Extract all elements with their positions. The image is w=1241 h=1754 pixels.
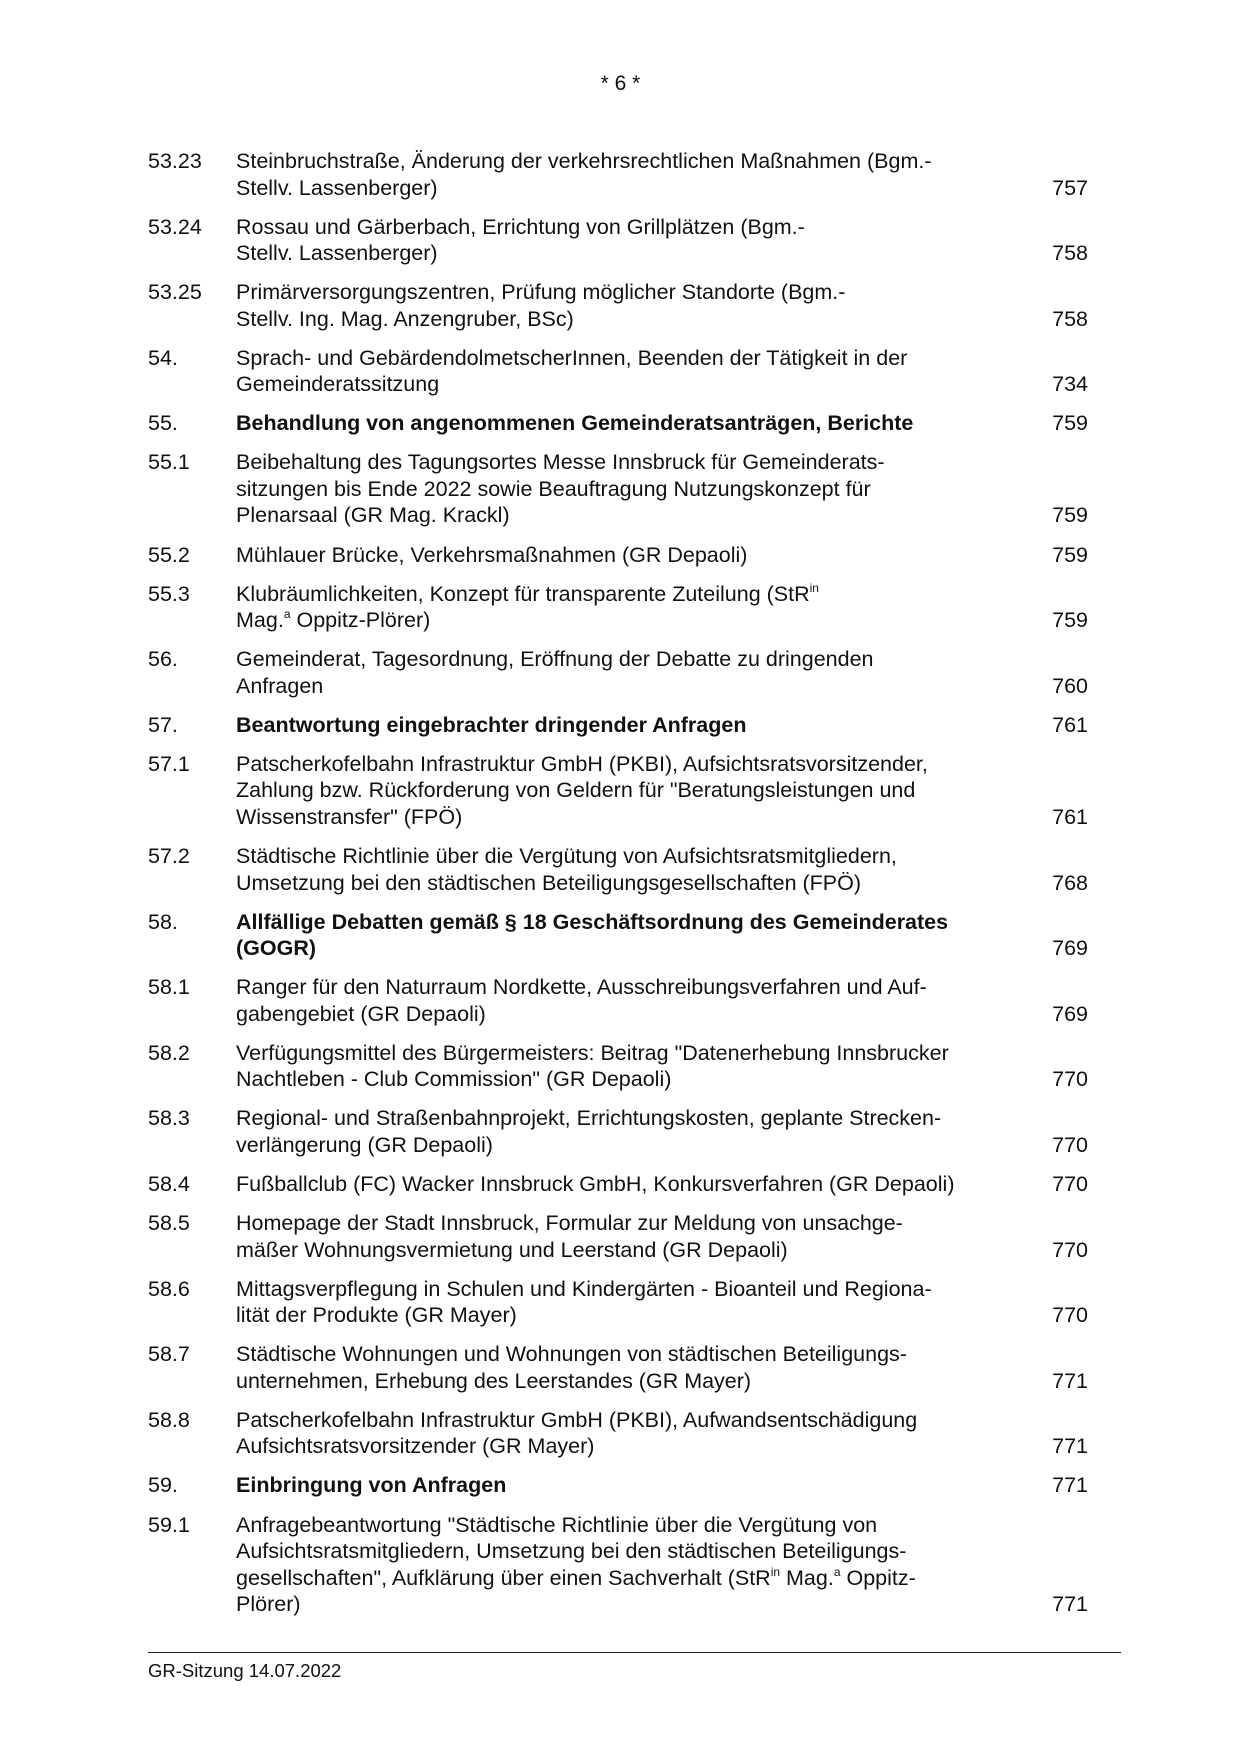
toc-entry [148,1040,1098,1093]
entry-title: Städtische Richtlinie über die Vergütung von Aufsichtsratsmitgliedern, Umsetzung bei den städtischen Beteiligungsgesellschaften (FPÖ) [236,844,897,895]
page-number: * 6 * [600,72,641,95]
entry-page: 771 [1052,1368,1088,1393]
entry-number: 58.1 [148,975,190,1000]
toc-entry [148,214,1098,267]
entry-title: Patscherkofelbahn Infrastruktur GmbH (PKBI), Aufsichtsratsvorsitzender, Zahlung bzw. Rückforderung von Geldern für "Beratungsleistungen und Wissenstransfer" (FPÖ) [236,751,928,829]
entry-page: 768 [1052,870,1088,895]
entry-page: 770 [1052,1303,1088,1328]
toc-section-heading [148,909,1098,962]
entry-number: 58. [148,909,178,934]
entry-number: 58.7 [148,1342,190,1367]
entry-number: 53.25 [148,280,202,305]
toc-entry [148,1276,1098,1329]
entry-page: 770 [1052,1172,1088,1196]
toc-entry [148,646,1098,699]
entry-title: Steinbruchstraße, Änderung der verkehrsrechtlichen Maßnahmen (Bgm.- Stellv. Lassenberger) [236,149,932,200]
entry-title: Städtische Wohnungen und Wohnungen von städtischen Beteiligungs- unternehmen, Erhebung des Leerstandes (GR Mayer) [236,1342,907,1393]
entry-title: Einbringung von Anfragen [236,1473,507,1498]
toc-entry [148,279,1098,332]
entry-number: 54. [148,345,178,370]
superscript: a [283,607,291,622]
entry-title: Sprach- und GebärdendolmetscherInnen, Beenden der Tätigkeit in der Gemeinderatssitzung [236,345,908,397]
toc-entry [148,542,1098,569]
toc-section-heading [148,1472,1098,1499]
toc-entry [148,1210,1098,1263]
toc-entry [148,1341,1098,1394]
entry-number: 58.5 [148,1211,190,1236]
entry-title: Anfragebeantwortung "Städtische Richtlinie über die Vergütung von Aufsichtsratsmitgliedern, Umsetzung bei den städtischen Beteiligungs- gesellschaften", Aufklärung über einen Sachverhalt (StR$^{in}$ Mag.$^a$ Oppitz- Plörer) [236,1512,916,1617]
entry-page: 771 [1052,1434,1088,1459]
entry-number: 57.2 [148,844,190,869]
entry-title: Gemeinderat, Tagesordnung, Eröffnung der Debatte zu dringenden Anfragen [236,647,874,698]
superscript: in [809,580,819,595]
entry-title: Patscherkofelbahn Infrastruktur GmbH (PKBI), Aufwandsentschädigung Aufsichtsratsvorsitzender (GR Mayer) [236,1407,918,1459]
entry-page: 770 [1052,1067,1088,1092]
entry-number: 59. [148,1473,178,1498]
entry-title: Regional- und Straßenbahnprojekt, Errichtungskosten, geplante Strecken- verlängerung (GR Depaoli) [236,1106,942,1157]
toc-entry [148,1171,1098,1198]
entry-number: 53.23 [148,149,202,173]
entry-page: 771 [1052,1473,1088,1498]
toc-entry [148,148,1098,201]
toc-entry [148,449,1098,529]
footer-text: GR-Sitzung 14.07.2022 [148,1660,342,1681]
entry-title: Beantwortung eingebrachter dringender Anfragen [236,712,747,737]
entry-page: 758 [1052,241,1088,266]
entry-page: 761 [1052,712,1088,737]
entry-number: 58.2 [148,1040,190,1065]
entry-page: 769 [1052,936,1088,961]
entry-page: 734 [1052,372,1088,397]
entry-number: 55.2 [148,542,190,567]
entry-number: 59.1 [148,1512,190,1537]
table-of-contents [148,148,1098,1630]
toc-entry [148,843,1098,896]
entry-page: 771 [1052,1592,1088,1617]
toc-entry [148,1105,1098,1158]
entry-page: 759 [1052,542,1088,567]
entry-number: 53.24 [148,214,202,239]
entry-title: Homepage der Stadt Innsbruck, Formular zur Meldung von unsachge- mäßer Wohnungsvermietung und Leerstand (GR Depaoli) [236,1211,903,1262]
entry-title: Rossau und Gärberbach, Errichtung von Grillplätzen (Bgm.- Stellv. Lassenberger) [236,214,805,266]
entry-page: 769 [1052,1001,1088,1026]
toc-entry [148,1407,1098,1460]
toc-entry [148,1512,1098,1618]
entry-page: 759 [1052,608,1088,633]
entry-number: 55. [148,411,178,436]
entry-page: 770 [1052,1237,1088,1262]
toc-entry [148,345,1098,398]
entry-number: 56. [148,647,178,672]
entry-page: 759 [1052,411,1088,436]
entry-number: 58.8 [148,1407,190,1432]
entry-page: 759 [1052,503,1088,528]
superscript: a [833,1564,841,1579]
toc-entry [148,751,1098,831]
toc-section-heading [148,712,1098,739]
entry-number: 58.3 [148,1106,190,1131]
entry-title: Verfügungsmittel des Bürgermeisters: Beitrag "Datenerhebung Innsbrucker Nachtleben - Club Commission" (GR Depaoli) [236,1040,949,1092]
toc-section-heading [148,410,1098,437]
toc-entry [148,581,1098,634]
entry-number: 57. [148,712,178,737]
toc-entry [148,974,1098,1027]
entry-title: Behandlung von angenommenen Gemeinderatsanträgen, Berichte [236,411,914,436]
entry-title: Allfällige Debatten gemäß § 18 Geschäftsordnung des Gemeinderates (GOGR) [236,909,949,961]
entry-title: Ranger für den Naturraum Nordkette, Ausschreibungsverfahren und Auf- gabengebiet (GR Depaoli) [236,975,927,1026]
entry-number: 58.6 [148,1276,190,1301]
entry-title: Mühlauer Brücke, Verkehrsmaßnahmen (GR Depaoli) [236,542,748,567]
entry-page: 761 [1052,804,1088,829]
entry-title: Beibehaltung des Tagungsortes Messe Innsbruck für Gemeinderats- sitzungen bis Ende 2022 sowie Beauftragung Nutzungskonzept für Plenarsaal (GR Mag. Krackl) [236,450,885,528]
entry-title: Primärversorgungszentren, Prüfung möglicher Standorte (Bgm.- Stellv. Ing. Mag. Anzengruber, BSc) [236,280,846,331]
entry-number: 58.4 [148,1172,190,1196]
superscript: in [770,1564,781,1579]
footer-divider [148,1652,1121,1653]
entry-page: 758 [1052,306,1088,331]
entry-page: 757 [1052,175,1088,200]
entry-title: Mittagsverpflegung in Schulen und Kindergärten - Bioanteil und Regiona- lität der Produkte (GR Mayer) [236,1276,932,1328]
entry-page: 760 [1052,673,1088,698]
entry-number: 55.3 [148,581,190,606]
entry-title: Fußballclub (FC) Wacker Innsbruck GmbH, Konkursverfahren (GR Depaoli) [236,1172,955,1196]
entry-number: 57.1 [148,751,190,776]
entry-page: 770 [1052,1132,1088,1157]
entry-number: 55.1 [148,450,190,475]
entry-title: Klubräumlichkeiten, Konzept für transparente Zuteilung (StR$^{in}$ Mag.$^a$ Oppitz-Plörer) [236,580,819,633]
